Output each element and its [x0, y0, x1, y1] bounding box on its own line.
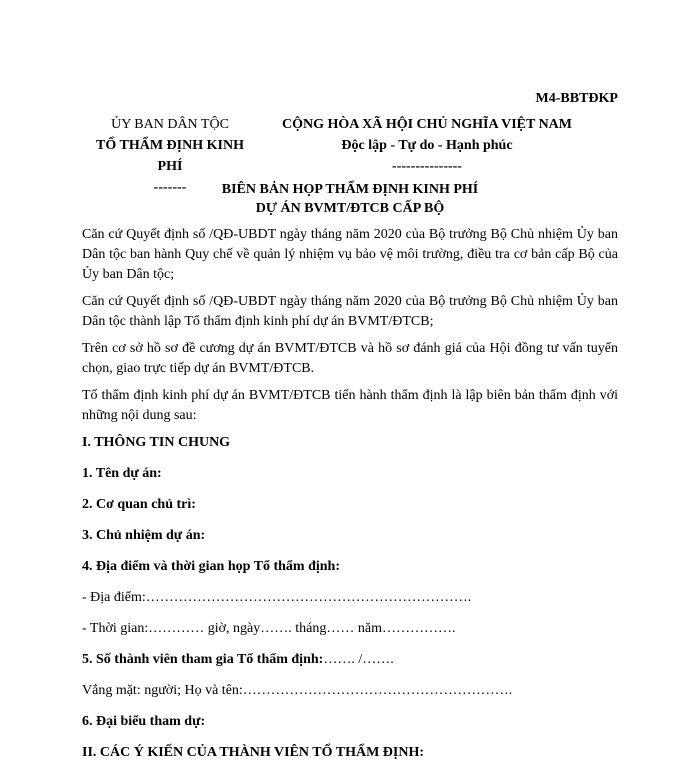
paragraph-basis-1: Căn cứ Quyết định số /QĐ-UBDT ngày tháng năm 2020 của Bộ trưởng Bộ Chủ nhiệm Ủy ban Dân tộc ban hành Quy chế về quản lý nhiệm vụ bảo vệ môi trường, điều tra cơ bản cấp Bộ của Ủy ban Dân tộc; [82, 227, 618, 282]
item-member-count-label: 5. Số thành viên tham gia Tổ thẩm định: [82, 652, 324, 667]
section-2-heading: II. CÁC Ý KIẾN CỦA THÀNH VIÊN TỔ THẨM ĐỊNH: [82, 745, 425, 760]
document-body [82, 225, 618, 763]
paragraph-basis-3: Trên cơ sở hồ sơ đề cương dự án BVMT/ĐTCB và hồ sơ đánh giá của Hội đồng tư vấn tuyển chọn, giao trực tiếp dự án BVMT/ĐTCB. [82, 341, 618, 376]
item-host-agency: 2. Cơ quan chủ trì: [82, 497, 196, 512]
national-title: CỘNG HÒA XÃ HỘI CHỦ NGHĨA VIỆT NAM [281, 117, 572, 132]
national-motto: Độc lập - Tự do - Hạnh phúc [341, 138, 513, 153]
item-member-count [82, 650, 618, 670]
item-attendees: 6. Đại biểu tham dự: [82, 714, 206, 729]
agency-divider: ------- [153, 180, 187, 195]
national-divider: --------------- [392, 159, 462, 174]
national-header [268, 114, 586, 177]
section-1-heading: I. THÔNG TIN CHUNG [82, 435, 231, 450]
form-code: M4-BBTĐKP [535, 91, 618, 106]
document-title-line2: DỰ ÁN BVMT/ĐTCB CẤP BỘ [255, 201, 445, 216]
item-project-name: 1. Tên dự án: [82, 466, 162, 481]
document-title-line1: BIÊN BẢN HỌP THẨM ĐỊNH KINH PHÍ [221, 182, 479, 197]
committee-name: TỔ THẨM ĐỊNH KINH PHÍ [96, 138, 244, 174]
document-title [82, 180, 618, 218]
paragraph-intro: Tổ thẩm định kinh phí dự án BVMT/ĐTCB tiến hành thẩm định là lập biên bản thẩm định với những nội dung sau: [82, 388, 618, 423]
item-member-count-value: ……. /……. [323, 652, 394, 667]
field-location: - Địa điểm:……………………………………………………………. [82, 590, 472, 605]
paragraph-basis-2: Căn cứ Quyết định số /QĐ-UBDT ngày tháng năm 2020 của Bộ trưởng Bộ Chủ nhiệm Ủy ban Dân tộc thành lập Tổ thẩm định kinh phí dự án BVMT/ĐTCB; [82, 294, 618, 329]
agency-name: ỦY BAN DÂN TỘC [111, 117, 229, 132]
field-absent: Vắng mặt: người; Họ và tên:…………………………………………………. [82, 683, 513, 698]
item-project-leader: 3. Chủ nhiệm dự án: [82, 528, 206, 543]
item-meeting-place-time: 4. Địa điểm và thời gian họp Tổ thẩm định: [82, 559, 340, 574]
field-time: - Thời gian:………… giờ, ngày……. tháng…… năm……………. [82, 621, 456, 636]
